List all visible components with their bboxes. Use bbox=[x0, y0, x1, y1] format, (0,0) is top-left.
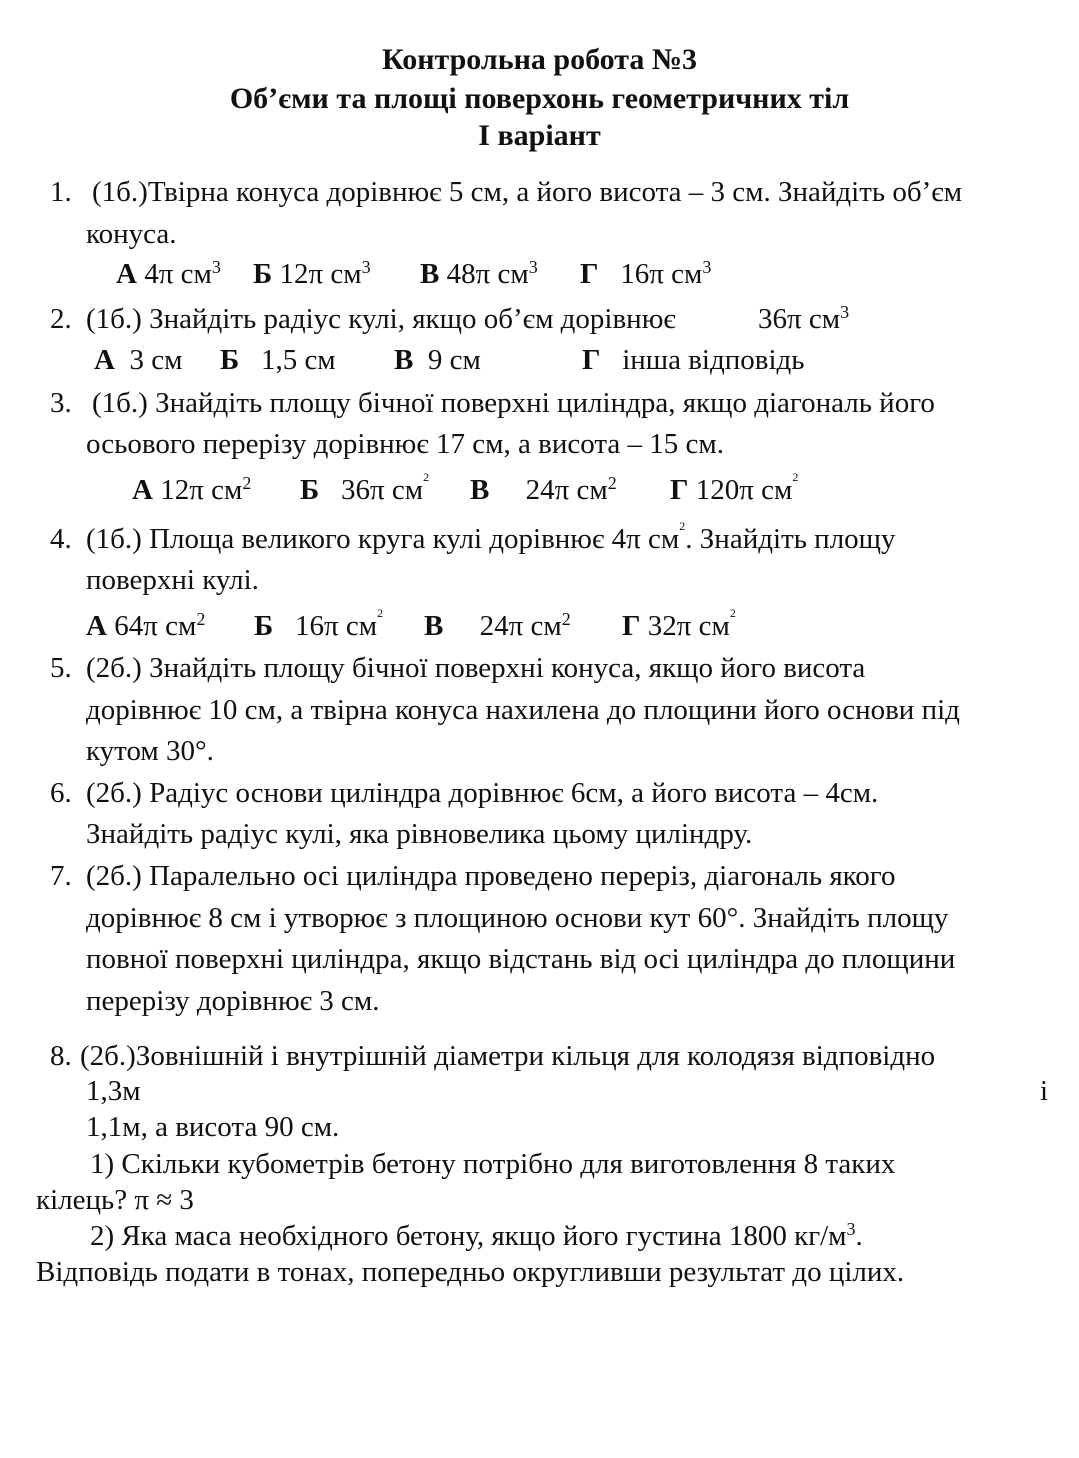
answer-option-d bbox=[670, 470, 798, 511]
task-text: (1б.)Твірна конуса дорівнює 5 см, а його висота – 3 см. Знайдіть об’єм bbox=[92, 176, 963, 208]
subtask-1-part: кілець? bbox=[36, 1184, 128, 1216]
answer-option-d bbox=[580, 254, 711, 295]
option-letter: В bbox=[420, 258, 440, 290]
option-letter: Г bbox=[670, 474, 689, 506]
task-text bbox=[86, 519, 896, 560]
task-number: 5. bbox=[50, 652, 72, 684]
option-letter: В bbox=[470, 474, 490, 506]
option-value: 16π см bbox=[620, 258, 703, 290]
answer-option-d bbox=[582, 340, 805, 381]
task-text-part: (1б.) Площа великого круга кулі дорівнює 4π см bbox=[86, 523, 680, 555]
document-title: Контрольна робота №3 bbox=[381, 43, 698, 76]
option-letter: А bbox=[86, 610, 107, 642]
option-letter: А bbox=[132, 474, 153, 506]
option-value: інша відповідь bbox=[622, 344, 805, 376]
answer-option-c bbox=[424, 606, 571, 647]
option-value: 24π см bbox=[525, 474, 608, 506]
answer-option-d bbox=[622, 606, 736, 647]
option-exponent: 3 bbox=[361, 257, 371, 277]
task-text: Знайдіть радіус кулі, яка рівновелика цьому циліндру. bbox=[86, 818, 753, 850]
task-number: 6. bbox=[50, 777, 72, 809]
subtask-1-text bbox=[36, 1180, 194, 1221]
option-letter: Г bbox=[582, 344, 601, 376]
task-number: 2. bbox=[50, 303, 72, 335]
task-number: 7. bbox=[50, 860, 72, 892]
variant-label: І варіант bbox=[478, 119, 601, 152]
answer-option-a bbox=[132, 470, 251, 511]
option-letter: Б bbox=[300, 474, 320, 506]
subtask-2-text bbox=[90, 1216, 863, 1257]
option-value: 1,5 см bbox=[260, 344, 336, 376]
task-value bbox=[758, 299, 849, 340]
option-letter: Б bbox=[253, 258, 273, 290]
task-text: дорівнює 10 см, а твірна конуса нахилена до площини його основи під bbox=[86, 694, 960, 726]
option-exponent: 3 bbox=[528, 257, 538, 277]
subtask-2-part: . bbox=[855, 1220, 863, 1252]
option-exponent: 2 bbox=[242, 473, 252, 493]
volume-value: 36π см bbox=[758, 303, 841, 335]
task-text: 1,1м, а висота 90 см. bbox=[86, 1111, 340, 1143]
task-text: (1б.) Знайдіть площу бічної поверхні циліндра, якщо діагональ його bbox=[92, 387, 935, 419]
answer-option-b bbox=[220, 340, 336, 381]
task-text: конуса. bbox=[86, 218, 177, 250]
answer-option-b bbox=[254, 606, 383, 647]
option-value: 16π см bbox=[294, 610, 378, 642]
option-letter: В bbox=[424, 610, 444, 642]
option-value: 32π см bbox=[647, 610, 730, 642]
option-letter: Г bbox=[622, 610, 641, 642]
option-letter: А bbox=[94, 344, 115, 376]
answer-option-a bbox=[94, 340, 182, 381]
task-text: і bbox=[1040, 1075, 1049, 1107]
option-value: 120π см bbox=[695, 474, 793, 506]
answer-option-b bbox=[300, 470, 429, 511]
option-exponent: 2 bbox=[377, 606, 384, 620]
option-value: 48π см bbox=[446, 258, 529, 290]
option-exponent: 3 bbox=[702, 257, 712, 277]
task-text: (2б.) Знайдіть площу бічної поверхні конуса, якщо його висота bbox=[86, 652, 866, 684]
option-letter: В bbox=[394, 344, 414, 376]
option-value: 64π см bbox=[114, 610, 197, 642]
answer-option-c bbox=[420, 254, 538, 295]
option-exponent: 2 bbox=[561, 609, 571, 629]
task-text bbox=[86, 856, 1051, 897]
task-text: поверхні кулі. bbox=[86, 564, 259, 596]
task-text: дорівнює 8 см і утворює з площиною основи кут 60°. Знайдіть площу bbox=[86, 902, 949, 934]
option-letter: Б bbox=[220, 344, 240, 376]
subtask-2-part: 2) Яка маса необхідного бетону, якщо його густина 1800 кг/м bbox=[90, 1220, 847, 1252]
option-exponent: 3 bbox=[211, 257, 221, 277]
option-exponent: 2 bbox=[607, 473, 617, 493]
option-letter: Б bbox=[254, 610, 274, 642]
option-letter: А bbox=[116, 258, 137, 290]
option-letter: Г bbox=[580, 258, 599, 290]
subtask-1-text: 1) Скільки кубометрів бетону потрібно для виготовлення 8 таких bbox=[90, 1148, 896, 1180]
option-exponent: 2 bbox=[423, 470, 430, 484]
task-text: осьового перерізу дорівнює 17 см, а висота – 15 см. bbox=[86, 428, 724, 460]
task-text: (1б.) Знайдіть радіус кулі, якщо об’єм дорівнює bbox=[86, 303, 676, 335]
task-text-part: (2б.) Паралельно осі циліндра проведено переріз, діагональ якого bbox=[86, 860, 896, 892]
subtask-2-text: Відповідь подати в тонах, попередньо округливши результат до цілих. bbox=[36, 1256, 905, 1288]
option-value: 12π см bbox=[279, 258, 362, 290]
option-value: 9 см bbox=[427, 344, 481, 376]
option-value: 4π см bbox=[144, 258, 212, 290]
option-exponent: 2 bbox=[792, 470, 799, 484]
task-text: 1,3м bbox=[86, 1075, 141, 1107]
task-text: (2б.) Радіус основи циліндра дорівнює 6см, а його висота – 4см. bbox=[86, 777, 879, 809]
task-number: 4. bbox=[50, 523, 72, 555]
option-value: 24π см bbox=[479, 610, 562, 642]
option-value: 12π см bbox=[160, 474, 243, 506]
option-exponent: 2 bbox=[196, 609, 206, 629]
task-number: 3. bbox=[50, 387, 72, 419]
task-text: повної поверхні циліндра, якщо відстань від осі циліндра до площини bbox=[86, 943, 956, 975]
answer-option-a bbox=[86, 606, 205, 647]
area-exponent: 2 bbox=[679, 519, 686, 533]
task-text: (2б.)Зовнішній і внутрішній діаметри кільця для колодязя відповідно bbox=[80, 1040, 936, 1072]
answer-option-c bbox=[394, 340, 481, 381]
answer-option-c bbox=[470, 470, 617, 511]
answer-option-b bbox=[253, 254, 371, 295]
task-number: 8. bbox=[50, 1040, 72, 1072]
task-text-part: . Знайдіть площу bbox=[685, 523, 896, 555]
task-number: 1. bbox=[50, 176, 72, 208]
task-text: кутом 30°. bbox=[86, 735, 214, 767]
pi-approximation: π ≈ 3 bbox=[134, 1184, 194, 1216]
option-exponent: 2 bbox=[729, 606, 736, 620]
document-subtitle: Об’єми та площі поверхонь геометричних тіл bbox=[229, 82, 850, 115]
option-value: 3 см bbox=[129, 344, 183, 376]
density-exponent: 3 bbox=[846, 1219, 856, 1239]
task-text: перерізу дорівнює 3 см. bbox=[86, 985, 380, 1017]
volume-exponent: 3 bbox=[840, 302, 850, 322]
option-value: 36π см bbox=[340, 474, 424, 506]
answer-option-a bbox=[116, 254, 221, 295]
